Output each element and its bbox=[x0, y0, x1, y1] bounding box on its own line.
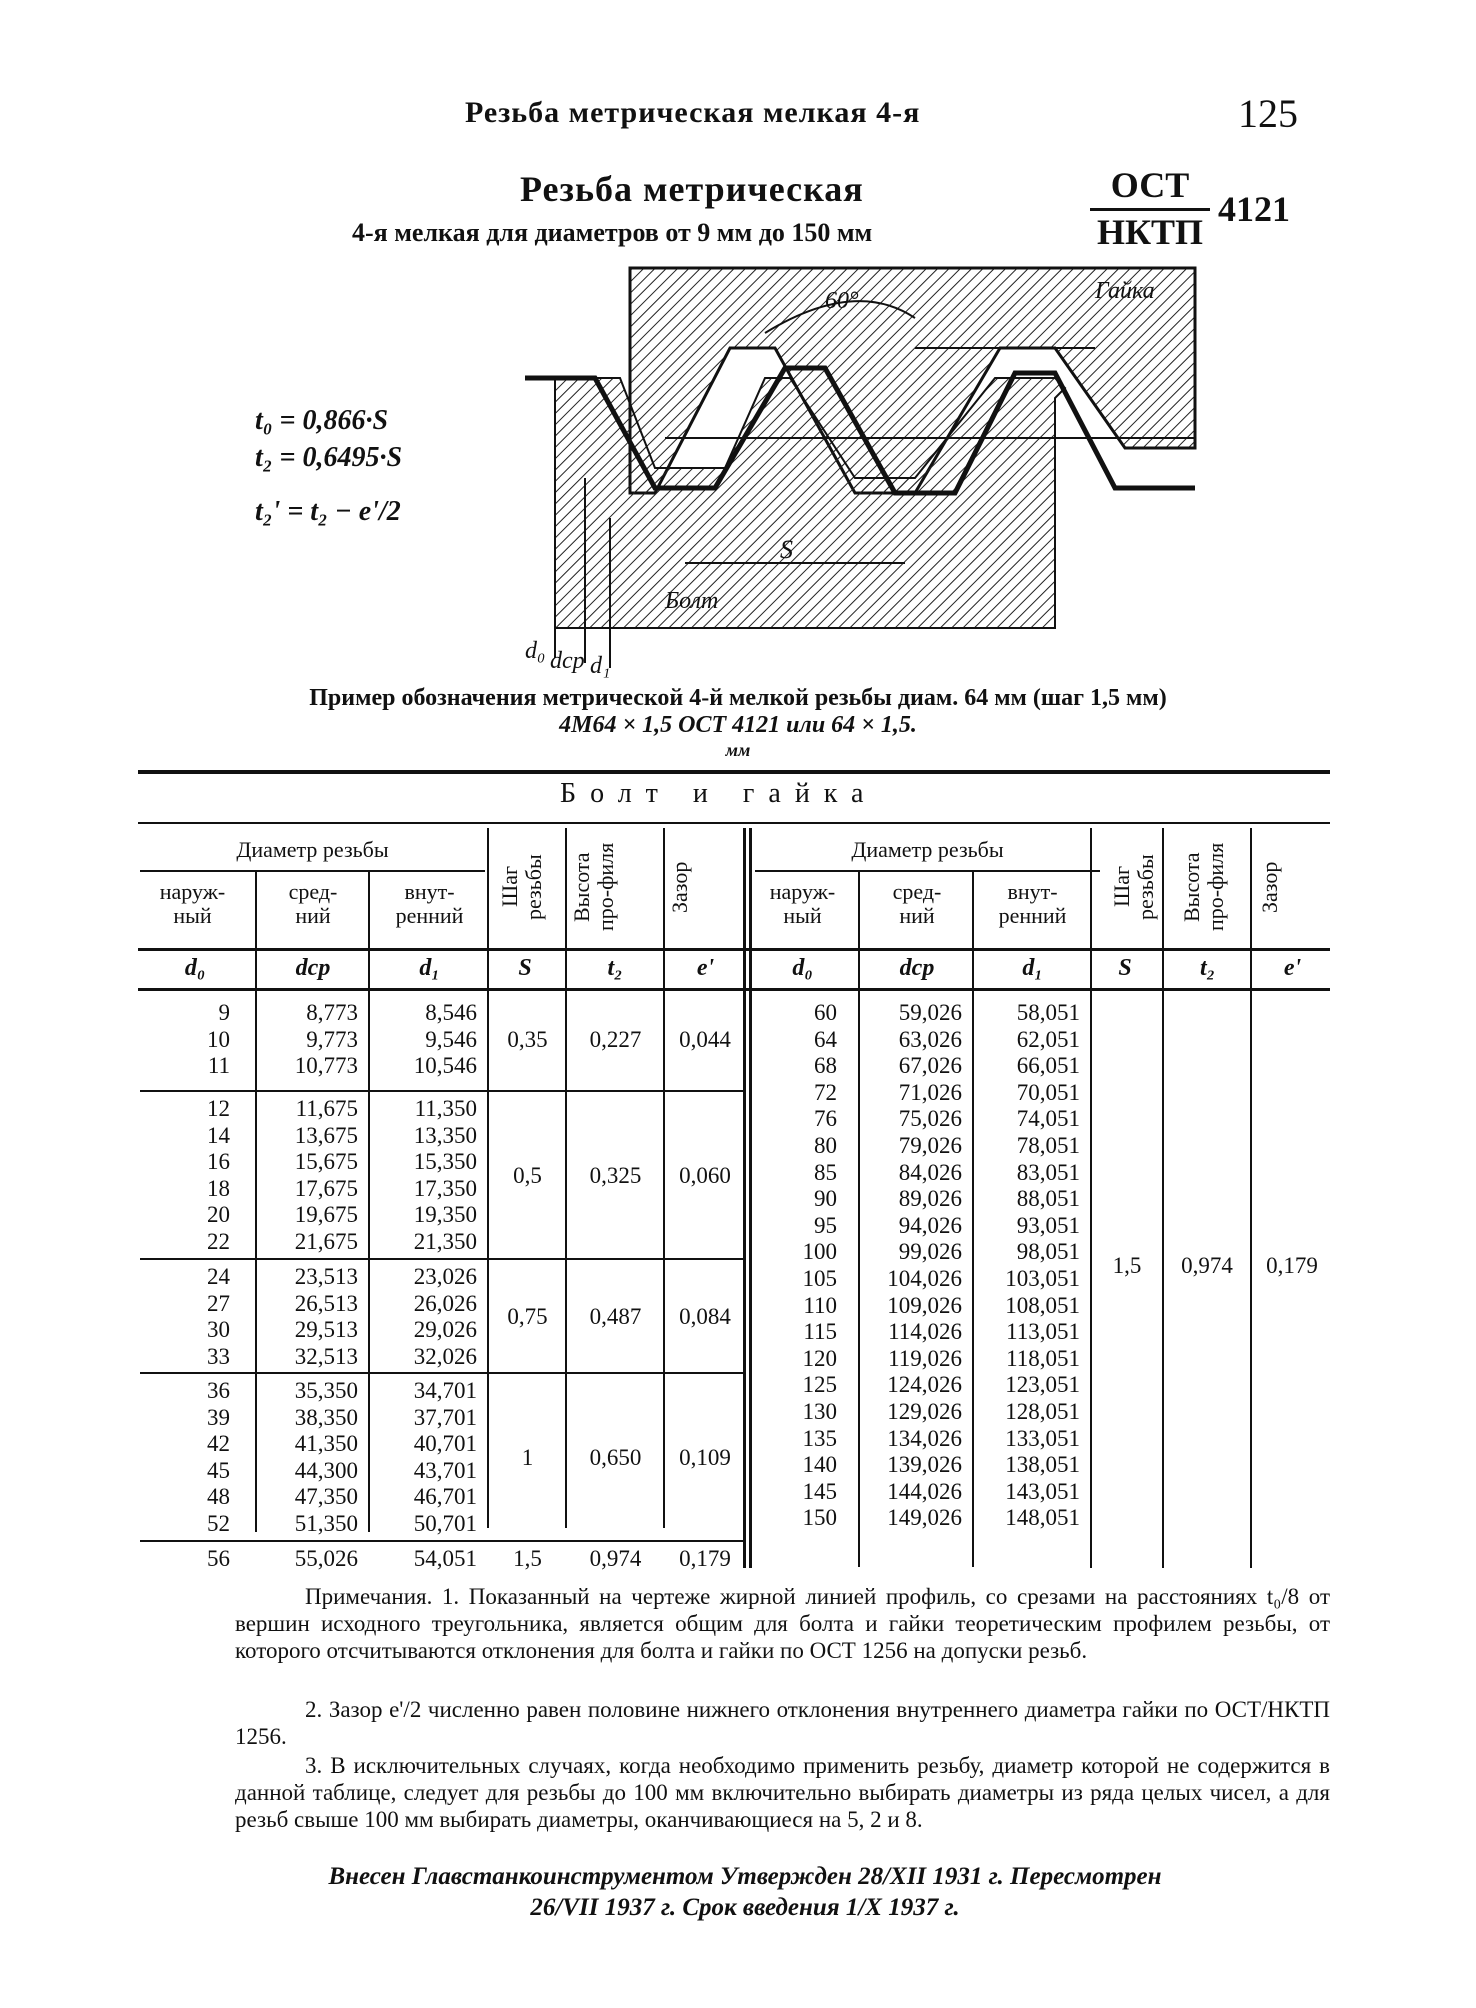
cell-d0: 16 bbox=[207, 1149, 230, 1175]
cell-d1: 98,051 bbox=[1016, 1239, 1080, 1265]
cell-d1: 29,026 bbox=[413, 1317, 477, 1343]
cell-d1: 148,051 bbox=[1005, 1505, 1080, 1531]
cell-d1: 128,051 bbox=[1005, 1399, 1080, 1424]
cell-d1: 83,051 bbox=[1016, 1159, 1080, 1185]
cell-dcp: 38,350 bbox=[294, 1404, 358, 1430]
cell-dcp: 71,026 bbox=[898, 1079, 962, 1105]
left-col-mid: сред- ний bbox=[288, 879, 338, 928]
footer-line1: Внесен Главстанкоинструментом Утвержден 28/XII 1931 г. Пересмотрен bbox=[328, 1863, 1162, 1890]
cell-d0: 150 bbox=[802, 1505, 837, 1531]
cell-d1: 74,051 bbox=[1016, 1106, 1080, 1132]
rule bbox=[755, 870, 1100, 872]
cell-dcp: 8,773 bbox=[306, 1000, 358, 1025]
cell-d1: 17,350 bbox=[413, 1175, 477, 1201]
rule bbox=[140, 1372, 743, 1374]
cell-d1: 32,026 bbox=[413, 1343, 477, 1369]
dcp-label: dср bbox=[550, 648, 585, 674]
cell-dcp: 124,026 bbox=[887, 1372, 962, 1398]
sym-d0-left: d₀ bbox=[184, 955, 206, 981]
sym-s-left: S bbox=[518, 955, 532, 981]
cell-dcp: 149,026 bbox=[887, 1505, 962, 1531]
left-col-gap: Зазор bbox=[667, 861, 692, 913]
cell-dcp: 23,513 bbox=[294, 1264, 358, 1289]
rule bbox=[368, 872, 370, 1532]
rule bbox=[487, 828, 489, 1528]
rule bbox=[255, 872, 257, 1532]
cell-d0: 64 bbox=[814, 1026, 837, 1052]
doc-title: Резьба метрическая bbox=[520, 169, 864, 209]
page-number: 125 bbox=[1238, 91, 1298, 136]
cell-dcp: 9,773 bbox=[306, 1026, 358, 1052]
cell-d0: 90 bbox=[814, 1186, 837, 1212]
cell-dcp: 94,026 bbox=[898, 1212, 962, 1238]
cell-height: 0,650 bbox=[589, 1444, 642, 1470]
standard-bottom: НКТП bbox=[1096, 212, 1204, 252]
cell-d0: 11 bbox=[207, 1053, 230, 1079]
cell-dcp: 59,026 bbox=[898, 1000, 962, 1025]
cell-d0: 130 bbox=[802, 1399, 837, 1424]
sym-dcp-right: dср bbox=[899, 955, 935, 981]
d1-label: d₁ bbox=[590, 653, 611, 678]
right-col-inner: внут- ренний bbox=[998, 879, 1067, 928]
left-group-head: Диаметр резьбы bbox=[236, 837, 389, 862]
cell-d1: 78,051 bbox=[1016, 1133, 1080, 1158]
rule bbox=[140, 870, 485, 872]
cell-dcp: 26,513 bbox=[294, 1290, 358, 1316]
cell-gap: 0,084 bbox=[679, 1303, 731, 1329]
cell-d1: 118,051 bbox=[1006, 1345, 1080, 1371]
running-title: Резьба метрическая мелкая 4-я bbox=[465, 96, 921, 129]
cell-d0: 22 bbox=[207, 1229, 230, 1254]
cell-dcp: 114,026 bbox=[888, 1319, 962, 1345]
table-caption: Болт и гайка bbox=[560, 778, 878, 809]
cell-d1: 26,026 bbox=[413, 1290, 477, 1316]
rule bbox=[140, 1540, 743, 1542]
d0-label: d₀ bbox=[525, 638, 546, 664]
cell-dcp: 79,026 bbox=[898, 1133, 962, 1158]
cell-d1: 8,546 bbox=[425, 1000, 477, 1025]
cell-d0: 105 bbox=[802, 1266, 837, 1291]
cell-d0: 33 bbox=[207, 1343, 230, 1369]
sym-t2-left: t₂ bbox=[607, 955, 623, 981]
cell-pitch: 0,5 bbox=[513, 1162, 542, 1188]
example-line2: 4М64 × 1,5 ОСТ 4121 или 64 × 1,5. bbox=[559, 712, 917, 738]
right-col-outer: наруж- ный bbox=[769, 879, 836, 928]
cell-dcp: 55,026 bbox=[294, 1546, 358, 1571]
cell-d1: 138,051 bbox=[1005, 1452, 1080, 1478]
sym-d0-right: d₀ bbox=[792, 955, 813, 981]
rule bbox=[138, 948, 1330, 951]
sym-e-left: e' bbox=[696, 955, 715, 981]
standard-code: 4121 bbox=[1218, 189, 1290, 229]
cell-height: 0,487 bbox=[589, 1303, 642, 1329]
sym-dcp-left: dср bbox=[295, 955, 331, 981]
cell-dcp: 109,026 bbox=[887, 1292, 962, 1318]
rule bbox=[140, 1258, 743, 1260]
cell-dcp: 84,026 bbox=[898, 1159, 962, 1185]
rule bbox=[565, 828, 567, 1528]
note-1: Примечания. 1. Показанный на чертеже жирной линией профиль, со срезами на расстояниях t₀/8 от вершин исходного треугольника, является общим для болта и гайки теоретическим профилем резьбы, от которого отсчитываются отклонения для болта и гайки по ОСТ 1256 на допуски резьб. bbox=[235, 1584, 1330, 1663]
cell-d1: 15,350 bbox=[413, 1149, 477, 1175]
rule bbox=[972, 872, 974, 1567]
cell-gap: 0,109 bbox=[679, 1444, 731, 1470]
cell-d1: 70,051 bbox=[1016, 1079, 1080, 1105]
cell-d0: 39 bbox=[207, 1404, 230, 1430]
cell-dcp: 99,026 bbox=[898, 1239, 962, 1265]
cell-pitch: 0,35 bbox=[507, 1026, 548, 1052]
cell-dcp: 67,026 bbox=[898, 1053, 962, 1079]
thread-profile-drawing bbox=[495, 258, 1215, 678]
cell-dcp: 129,026 bbox=[887, 1399, 962, 1424]
left-col-outer: наруж- ный bbox=[159, 879, 226, 928]
cell-dcp: 63,026 bbox=[898, 1026, 962, 1052]
nut-label: Гайка bbox=[1095, 278, 1155, 304]
cell-dcp: 104,026 bbox=[887, 1266, 962, 1291]
cell-dcp: 10,773 bbox=[294, 1053, 358, 1079]
cell-d1: 13,350 bbox=[413, 1122, 477, 1148]
cell-d1: 21,350 bbox=[413, 1229, 477, 1254]
cell-dcp: 41,350 bbox=[294, 1431, 358, 1457]
sym-t2-right: t₂ bbox=[1199, 955, 1216, 981]
cell-d1: 108,051 bbox=[1005, 1292, 1080, 1318]
cell-d0: 135 bbox=[802, 1425, 837, 1451]
cell-dcp: 29,513 bbox=[294, 1317, 358, 1343]
table-top-rule bbox=[138, 770, 1330, 774]
cell-dcp: 47,350 bbox=[294, 1484, 358, 1510]
rule bbox=[1162, 828, 1164, 1568]
cell-d1: 54,051 bbox=[413, 1546, 477, 1571]
cell-d0: 27 bbox=[207, 1290, 230, 1316]
cell-d0: 125 bbox=[802, 1372, 837, 1398]
cell-pitch: 0,75 bbox=[507, 1303, 548, 1329]
sym-e-right: e' bbox=[1283, 955, 1302, 981]
cell-d1: 23,026 bbox=[413, 1264, 477, 1289]
right-col-height: Высота про-филя bbox=[1179, 842, 1228, 932]
formula-t2: t₂ = 0,6495·S bbox=[255, 442, 403, 473]
standard-fraction bbox=[1090, 164, 1210, 253]
example-unit: мм bbox=[725, 740, 751, 760]
caption-rule bbox=[138, 822, 1330, 824]
cell-dcp: 11,675 bbox=[295, 1096, 358, 1121]
cell-d1: 113,051 bbox=[1006, 1319, 1080, 1345]
rule bbox=[1250, 828, 1252, 1568]
cell-d0: 10 bbox=[207, 1026, 230, 1052]
cell-d1: 11,350 bbox=[414, 1096, 477, 1121]
left-col-inner: внут- ренний bbox=[395, 879, 464, 928]
cell-d0: 52 bbox=[207, 1511, 230, 1536]
cell-d1: 62,051 bbox=[1016, 1026, 1080, 1052]
cell-d1: 40,701 bbox=[413, 1431, 477, 1457]
cell-d0: 145 bbox=[802, 1478, 837, 1504]
cell-dcp: 13,675 bbox=[294, 1122, 358, 1148]
cell-dcp: 119,026 bbox=[888, 1345, 962, 1371]
sym-s-right: S bbox=[1118, 955, 1132, 981]
cell-d0: 14 bbox=[207, 1122, 230, 1148]
cell-d0: 18 bbox=[207, 1175, 230, 1201]
angle-label: 60° bbox=[825, 288, 859, 314]
cell-d0: 20 bbox=[207, 1202, 230, 1228]
rule bbox=[858, 872, 860, 1567]
cell-d0: 36 bbox=[207, 1378, 230, 1403]
bolt-label: Болт bbox=[665, 588, 719, 614]
cell-d0: 120 bbox=[802, 1345, 837, 1371]
cell-d0: 60 bbox=[814, 1000, 837, 1025]
cell-d1: 19,350 bbox=[413, 1202, 477, 1228]
cell-dcp: 134,026 bbox=[887, 1425, 962, 1451]
cell-dcp: 75,026 bbox=[898, 1106, 962, 1132]
cell-d1: 133,051 bbox=[1005, 1425, 1080, 1451]
cell-dcp: 139,026 bbox=[887, 1452, 962, 1478]
cell-d0: 45 bbox=[207, 1457, 230, 1483]
cell-gap: 0,179 bbox=[1266, 1252, 1318, 1278]
cell-d0: 100 bbox=[802, 1239, 837, 1265]
formula-t2-prime: t₂' = t₂ − e'/2 bbox=[255, 496, 401, 527]
cell-dcp: 21,675 bbox=[294, 1229, 358, 1254]
cell-height: 0,325 bbox=[589, 1162, 642, 1188]
cell-d1: 93,051 bbox=[1016, 1212, 1080, 1238]
cell-pitch: 1 bbox=[521, 1444, 534, 1470]
cell-d1: 10,546 bbox=[413, 1053, 477, 1079]
footer-line2: 26/VII 1937 г. Срок введения 1/X 1937 г. bbox=[530, 1894, 960, 1921]
cell-height: 0,974 bbox=[1181, 1252, 1233, 1278]
rule bbox=[140, 1090, 743, 1092]
cell-d0: 80 bbox=[814, 1133, 837, 1158]
cell-dcp: 51,350 bbox=[294, 1511, 358, 1536]
cell-gap: 0,060 bbox=[679, 1162, 731, 1188]
example-line1: Пример обозначения метрической 4-й мелкой резьбы диам. 64 мм (шаг 1,5 мм) bbox=[309, 685, 1167, 711]
right-col-mid: сред- ний bbox=[892, 879, 942, 928]
cell-d0: 12 bbox=[207, 1096, 230, 1121]
cell-gap: 0,179 bbox=[679, 1546, 731, 1571]
cell-d1: 88,051 bbox=[1016, 1186, 1080, 1212]
cell-dcp: 32,513 bbox=[294, 1343, 358, 1369]
cell-d0: 48 bbox=[207, 1484, 230, 1510]
rule bbox=[138, 988, 1330, 991]
cell-d0: 30 bbox=[207, 1317, 230, 1343]
cell-d1: 103,051 bbox=[1005, 1266, 1080, 1291]
cell-d0: 76 bbox=[814, 1106, 837, 1132]
cell-d0: 68 bbox=[814, 1053, 837, 1079]
left-col-pitch: Шаг резьбы bbox=[497, 854, 546, 920]
right-group-head: Диаметр резьбы bbox=[851, 837, 1004, 862]
cell-gap: 0,044 bbox=[679, 1026, 731, 1052]
cell-dcp: 144,026 bbox=[887, 1478, 962, 1504]
cell-dcp: 17,675 bbox=[294, 1175, 358, 1201]
rule bbox=[1090, 828, 1092, 1568]
cell-d0: 24 bbox=[207, 1264, 230, 1289]
cell-dcp: 15,675 bbox=[294, 1149, 358, 1175]
note-2: 2. Зазор e'/2 численно равен половине нижнего отклонения внутреннего диаметра гайки по ОСТ/НКТП 1256. bbox=[235, 1697, 1330, 1749]
cell-d0: 115 bbox=[803, 1319, 837, 1345]
cell-dcp: 44,300 bbox=[294, 1457, 358, 1483]
cell-d1: 143,051 bbox=[1005, 1478, 1080, 1504]
cell-d0: 72 bbox=[814, 1079, 837, 1105]
cell-d0: 85 bbox=[814, 1159, 837, 1185]
left-col-height: Высота про-филя bbox=[569, 842, 618, 932]
cell-d1: 66,051 bbox=[1016, 1053, 1080, 1079]
cell-dcp: 89,026 bbox=[898, 1186, 962, 1212]
cell-pitch: 1,5 bbox=[513, 1546, 542, 1571]
cell-d0: 56 bbox=[207, 1546, 230, 1571]
cell-dcp: 35,350 bbox=[294, 1378, 358, 1403]
cell-d1: 58,051 bbox=[1016, 1000, 1080, 1025]
cell-d0: 95 bbox=[814, 1212, 837, 1238]
cell-d0: 140 bbox=[802, 1452, 837, 1478]
cell-d0: 110 bbox=[803, 1292, 837, 1318]
cell-d1: 50,701 bbox=[413, 1511, 477, 1536]
sym-d1-left: d₁ bbox=[419, 955, 440, 981]
pitch-label: S bbox=[780, 535, 793, 564]
cell-height: 0,227 bbox=[589, 1026, 642, 1052]
cell-height: 0,974 bbox=[589, 1546, 642, 1571]
cell-d1: 37,701 bbox=[413, 1404, 477, 1430]
formula-t0: t₀ = 0,866·S bbox=[255, 405, 389, 436]
right-col-pitch: Шаг резьбы bbox=[1109, 854, 1158, 920]
cell-d0: 42 bbox=[207, 1431, 230, 1457]
cell-d1: 43,701 bbox=[413, 1457, 477, 1483]
cell-dcp: 19,675 bbox=[294, 1202, 358, 1228]
cell-d1: 9,546 bbox=[425, 1026, 477, 1052]
doc-subtitle: 4-я мелкая для диаметров от 9 мм до 150 мм bbox=[352, 218, 873, 247]
cell-d1: 34,701 bbox=[413, 1378, 477, 1403]
cell-pitch: 1,5 bbox=[1112, 1252, 1142, 1278]
cell-d1: 46,701 bbox=[413, 1484, 477, 1510]
cell-d1: 123,051 bbox=[1005, 1372, 1080, 1398]
cell-d0: 9 bbox=[218, 1000, 230, 1025]
note-3: 3. В исключительных случаях, когда необходимо применить резьбу, диаметр которой не содержится в данной таблице, следует для резьбы до 100 мм включительно выбирать диаметры из ряда целых чисел, а для резьб свыше 100 мм выбирать диаметры, оканчивающиеся на 5, 2 и 8. bbox=[235, 1753, 1330, 1832]
sym-d1-right: d₁ bbox=[1022, 955, 1043, 981]
standard-top: ОСТ bbox=[1090, 164, 1210, 211]
right-col-gap: Зазор bbox=[1257, 861, 1282, 913]
